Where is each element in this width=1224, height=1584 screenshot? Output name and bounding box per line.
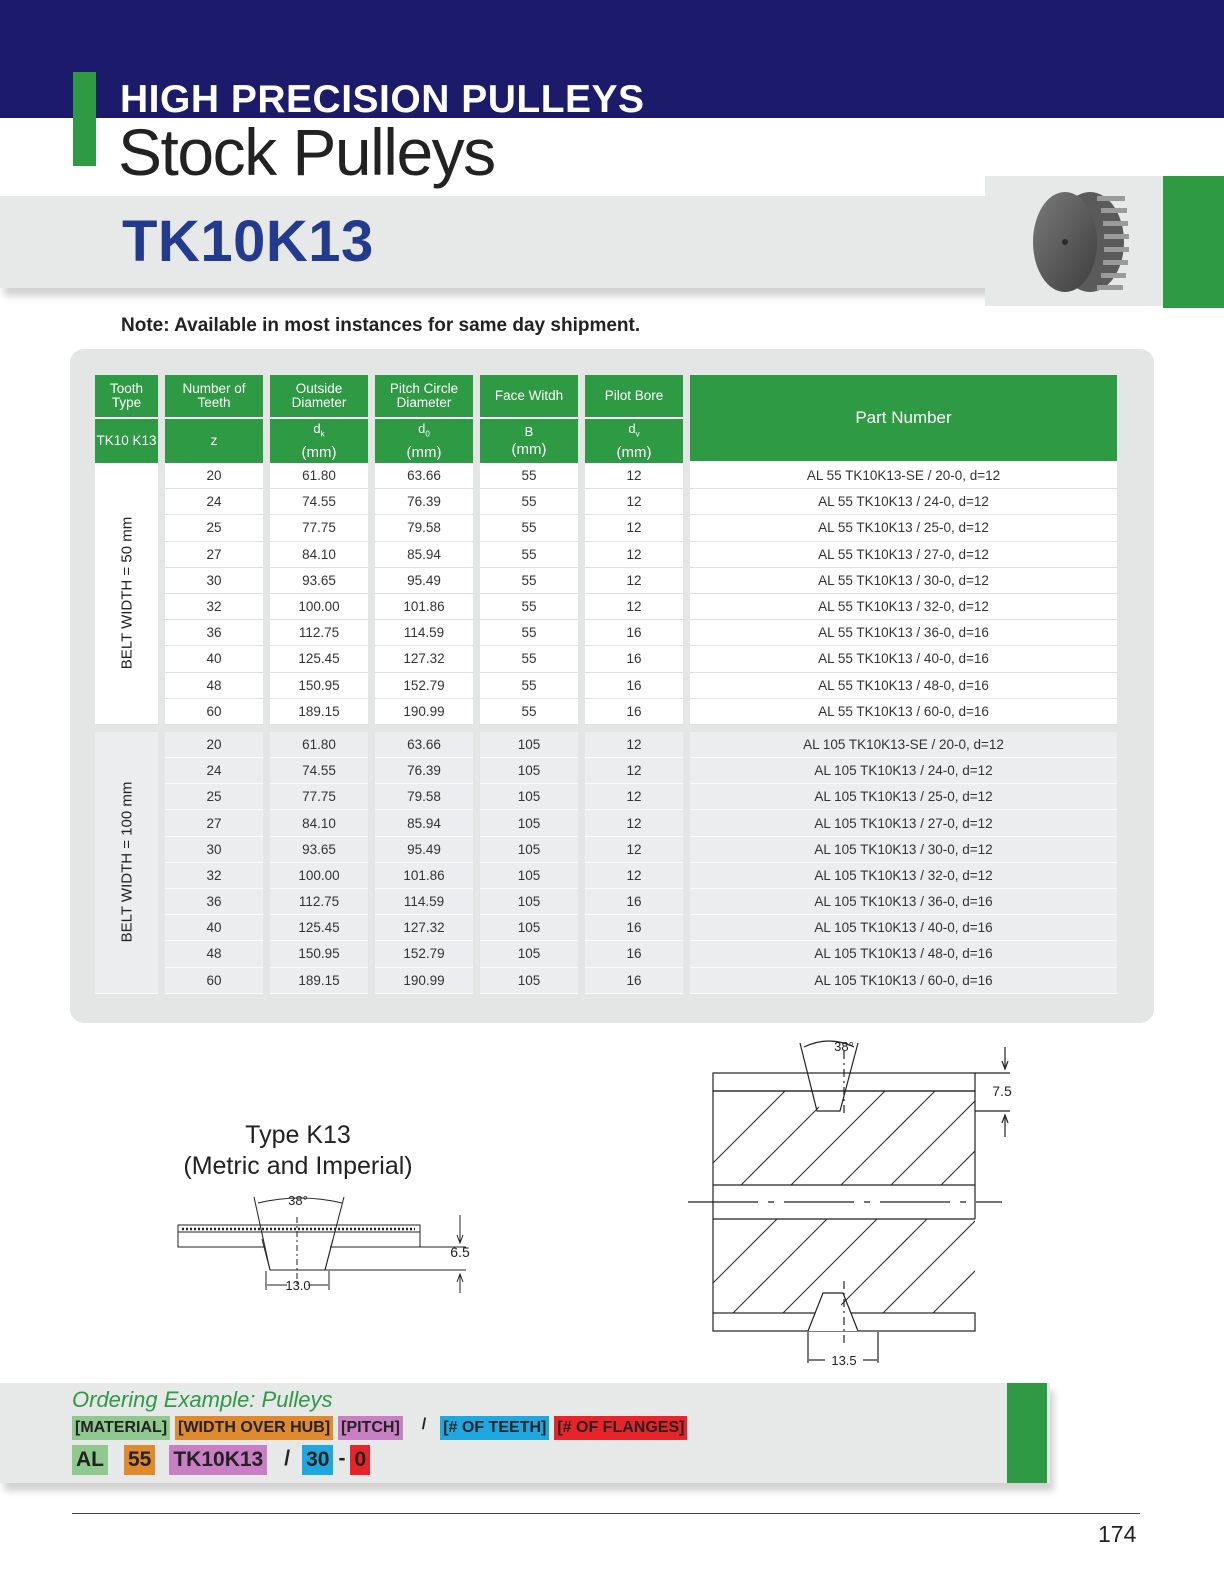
cell-dv: 16 (585, 673, 683, 699)
belt-width-label: BELT WIDTH = 100 mm (118, 781, 135, 943)
cell-dk: 100.00 (270, 594, 368, 620)
belt-width-100-group (95, 732, 1117, 994)
ordering-example (72, 1445, 375, 1475)
cell-pn: AL 105 TK10K13 / 24-0, d=12 (690, 758, 1117, 784)
cell-pn: AL 55 TK10K13 / 48-0, d=16 (690, 673, 1117, 699)
subheader-dv (585, 419, 683, 463)
cell-dk: 100.00 (270, 863, 368, 889)
shipment-note: Note: Available in most instances for same day shipment. (121, 315, 641, 336)
cell-d0: 101.86 (375, 863, 473, 889)
header-pitch-circle-diameter: Pitch Circle Diameter (375, 375, 473, 419)
cell-d0: 114.59 (375, 620, 473, 646)
cell-b: 105 (480, 941, 578, 967)
cell-dv: 16 (585, 941, 683, 967)
pulley-depth-label: 7.5 (992, 1083, 1012, 1099)
ordering-labels (72, 1416, 692, 1440)
table-row (95, 784, 1117, 810)
cell-d0: 190.99 (375, 699, 473, 725)
belt-height-label: 6.5 (450, 1244, 470, 1260)
table-row (95, 968, 1117, 994)
cell-dk: 77.75 (270, 784, 368, 810)
table-row (95, 463, 1117, 489)
cell-pn: AL 55 TK10K13 / 27-0, d=12 (690, 542, 1117, 568)
cell-dv: 16 (585, 915, 683, 941)
unit-mm: (mm) (511, 441, 547, 458)
cell-b: 105 (480, 889, 578, 915)
pulley-profile-diagram (680, 1033, 1020, 1373)
table-row (95, 542, 1117, 568)
cell-b: 55 (480, 594, 578, 620)
pulley-angle-label: 38° (834, 1039, 854, 1054)
cell-b: 55 (480, 699, 578, 725)
cell-b: 55 (480, 568, 578, 594)
cell-d0: 95.49 (375, 568, 473, 594)
belt-type-line1: Type K13 (245, 1121, 351, 1149)
belt-type-line2: (Metric and Imperial) (183, 1152, 413, 1180)
ordering-green-tab (1007, 1383, 1047, 1483)
example-flanges: 0 (350, 1445, 370, 1475)
cell-pn: AL 55 TK10K13 / 30-0, d=12 (690, 568, 1117, 594)
cell-z: 30 (165, 837, 263, 863)
subheader-z: z (165, 419, 263, 463)
cell-dk: 77.75 (270, 515, 368, 541)
label-pitch: [PITCH] (338, 1416, 403, 1440)
cell-d0: 79.58 (375, 784, 473, 810)
cell-dv: 16 (585, 889, 683, 915)
cell-d0: 152.79 (375, 673, 473, 699)
header-part-number: Part Number (690, 375, 1117, 463)
cell-dk: 84.10 (270, 542, 368, 568)
cell-pn: AL 55 TK10K13 / 40-0, d=16 (690, 646, 1117, 672)
cell-z: 60 (165, 699, 263, 725)
cell-z: 25 (165, 784, 263, 810)
belt-width-50-group (95, 463, 1117, 725)
cell-dk: 74.55 (270, 758, 368, 784)
pulley-width-label: 13.5 (831, 1353, 857, 1368)
cell-dk: 112.75 (270, 620, 368, 646)
table-row (95, 620, 1117, 646)
cell-dv: 12 (585, 568, 683, 594)
cell-b: 55 (480, 542, 578, 568)
table-row (95, 837, 1117, 863)
cell-dv: 12 (585, 594, 683, 620)
cell-d0: 127.32 (375, 915, 473, 941)
cell-b: 55 (480, 489, 578, 515)
cell-d0: 79.58 (375, 515, 473, 541)
table-row (95, 941, 1117, 967)
cell-d0: 190.99 (375, 968, 473, 994)
belt-width-label: BELT WIDTH = 50 mm (118, 517, 135, 670)
cell-pn: AL 105 TK10K13 / 27-0, d=12 (690, 810, 1117, 836)
cell-z: 40 (165, 646, 263, 672)
cell-pn: AL 105 TK10K13 / 25-0, d=12 (690, 784, 1117, 810)
cell-b: 105 (480, 732, 578, 758)
table-row (95, 594, 1117, 620)
cell-d0: 85.94 (375, 810, 473, 836)
label-teeth: [# OF TEETH] (440, 1416, 549, 1440)
label-material: [MATERIAL] (72, 1416, 170, 1440)
table-row (95, 673, 1117, 699)
cell-dk: 74.55 (270, 489, 368, 515)
subheader-tooth-type: TK10 K13 (95, 419, 158, 463)
belt-width-cell (95, 732, 158, 994)
cell-d0: 114.59 (375, 889, 473, 915)
cell-d0: 127.32 (375, 646, 473, 672)
header-outside-diameter: Outside Diameter (270, 375, 368, 419)
cell-dk: 61.80 (270, 732, 368, 758)
cell-z: 24 (165, 489, 263, 515)
cell-pn: AL 105 TK10K13 / 36-0, d=16 (690, 889, 1117, 915)
cell-dk: 125.45 (270, 646, 368, 672)
pulley-spec-table (88, 375, 1124, 994)
symbol-dk: $d_k$ (313, 421, 325, 439)
table-row (95, 889, 1117, 915)
symbol-dv: $d_v$ (628, 421, 640, 439)
cell-b: 55 (480, 646, 578, 672)
cell-pn: AL 55 TK10K13 / 32-0, d=12 (690, 594, 1117, 620)
cell-d0: 101.86 (375, 594, 473, 620)
cell-d0: 76.39 (375, 758, 473, 784)
symbol-b: B (524, 424, 534, 439)
table-row (95, 568, 1117, 594)
cell-dv: 12 (585, 758, 683, 784)
cell-dv: 16 (585, 620, 683, 646)
subheader-b (480, 419, 578, 463)
cell-dv: 16 (585, 968, 683, 994)
cell-dk: 93.65 (270, 568, 368, 594)
cell-d0: 95.49 (375, 837, 473, 863)
belt-type-title (160, 1120, 436, 1182)
example-pitch: TK10K13 (169, 1445, 267, 1475)
cell-dv: 12 (585, 515, 683, 541)
cell-dk: 150.95 (270, 673, 368, 699)
cell-pn: AL 105 TK10K13 / 48-0, d=16 (690, 941, 1117, 967)
cell-dv: 12 (585, 732, 683, 758)
product-title: TK10K13 (122, 209, 374, 274)
subheader-d0 (375, 419, 473, 463)
cell-z: 48 (165, 941, 263, 967)
header-tooth-type: Tooth Type (95, 375, 158, 419)
belt-angle-label: 38° (288, 1193, 308, 1208)
cell-dk: 84.10 (270, 810, 368, 836)
table-row (95, 489, 1117, 515)
example-slash: / (284, 1447, 291, 1470)
example-width: 55 (124, 1445, 155, 1475)
table-row (95, 732, 1117, 758)
pulley-image-box (985, 176, 1163, 306)
header-pilot-bore: Pilot Bore (585, 375, 683, 419)
cell-d0: 76.39 (375, 489, 473, 515)
section-title: Stock Pulleys (118, 115, 495, 189)
cell-dv: 16 (585, 699, 683, 725)
example-material: AL (72, 1445, 108, 1475)
cell-dv: 12 (585, 463, 683, 489)
cell-d0: 152.79 (375, 941, 473, 967)
table-row (95, 699, 1117, 725)
cell-d0: 85.94 (375, 542, 473, 568)
cell-dv: 12 (585, 489, 683, 515)
table-row (95, 646, 1117, 672)
label-width-over-hub: [WIDTH OVER HUB] (175, 1416, 333, 1440)
cell-d0: 63.66 (375, 732, 473, 758)
cell-z: 36 (165, 620, 263, 646)
table-row (95, 810, 1117, 836)
belt-profile-diagram (170, 1185, 480, 1300)
cell-z: 20 (165, 463, 263, 489)
cell-z: 25 (165, 515, 263, 541)
cell-z: 36 (165, 889, 263, 915)
cell-z: 27 (165, 542, 263, 568)
header-number-of-teeth: Number of Teeth (165, 375, 263, 419)
cell-pn: AL 55 TK10K13 / 25-0, d=12 (690, 515, 1117, 541)
cell-pn: AL 105 TK10K13-SE / 20-0, d=12 (690, 732, 1117, 758)
cell-b: 105 (480, 758, 578, 784)
cell-z: 60 (165, 968, 263, 994)
cell-z: 32 (165, 594, 263, 620)
example-teeth: 30 (302, 1445, 333, 1475)
belt-width-cell (95, 463, 158, 725)
ordering-title: Ordering Example: Pulleys (72, 1387, 333, 1412)
cell-dk: 189.15 (270, 968, 368, 994)
cell-dv: 12 (585, 542, 683, 568)
cell-d0: 63.66 (375, 463, 473, 489)
table-row (95, 915, 1117, 941)
cell-dv: 12 (585, 837, 683, 863)
cell-dk: 189.15 (270, 699, 368, 725)
cell-z: 24 (165, 758, 263, 784)
label-slash: / (421, 1416, 427, 1433)
table-row (95, 863, 1117, 889)
cell-b: 55 (480, 515, 578, 541)
belt-width-label: 13.0 (285, 1278, 311, 1293)
green-accent-bar (73, 72, 96, 166)
subheader-dk (270, 419, 368, 463)
right-green-tab (1163, 176, 1224, 308)
cell-dv: 12 (585, 863, 683, 889)
cell-z: 32 (165, 863, 263, 889)
label-flanges: [# OF FLANGES] (554, 1416, 687, 1440)
cell-dk: 125.45 (270, 915, 368, 941)
cell-b: 55 (480, 620, 578, 646)
cell-dv: 12 (585, 784, 683, 810)
cell-b: 105 (480, 784, 578, 810)
cell-dk: 93.65 (270, 837, 368, 863)
unit-mm: (mm) (616, 443, 652, 461)
cell-z: 20 (165, 732, 263, 758)
cell-pn: AL 105 TK10K13 / 40-0, d=16 (690, 915, 1117, 941)
cell-b: 105 (480, 968, 578, 994)
footer-divider (72, 1513, 1140, 1514)
cell-z: 40 (165, 915, 263, 941)
cell-pn: AL 105 TK10K13 / 60-0, d=16 (690, 968, 1117, 994)
cell-pn: AL 55 TK10K13 / 24-0, d=12 (690, 489, 1117, 515)
cell-b: 105 (480, 837, 578, 863)
table-row (95, 758, 1117, 784)
cell-pn: AL 105 TK10K13 / 30-0, d=12 (690, 837, 1117, 863)
cell-pn: AL 55 TK10K13 / 36-0, d=16 (690, 620, 1117, 646)
cell-dk: 150.95 (270, 941, 368, 967)
page-number: 174 (1098, 1521, 1137, 1547)
cell-b: 105 (480, 810, 578, 836)
symbol-d0: $d_0$ (418, 421, 430, 439)
cell-b: 55 (480, 673, 578, 699)
cell-dv: 16 (585, 646, 683, 672)
category-title: HIGH PRECISION PULLEYS (120, 78, 645, 121)
cell-pn: AL 105 TK10K13 / 32-0, d=12 (690, 863, 1117, 889)
cell-dk: 61.80 (270, 463, 368, 489)
cell-z: 48 (165, 673, 263, 699)
cell-dv: 12 (585, 810, 683, 836)
example-dash: - (338, 1447, 346, 1470)
cell-pn: AL 55 TK10K13-SE / 20-0, d=12 (690, 463, 1117, 489)
cell-z: 27 (165, 810, 263, 836)
cell-pn: AL 55 TK10K13 / 60-0, d=16 (690, 699, 1117, 725)
cell-dk: 112.75 (270, 889, 368, 915)
unit-mm: (mm) (406, 443, 442, 461)
cell-b: 55 (480, 463, 578, 489)
cell-b: 105 (480, 863, 578, 889)
cell-z: 30 (165, 568, 263, 594)
table-row (95, 515, 1117, 541)
pulley-photo-icon (985, 176, 1163, 306)
header-face-width: Face Witdh (480, 375, 578, 419)
cell-b: 105 (480, 915, 578, 941)
unit-mm: (mm) (301, 443, 337, 461)
